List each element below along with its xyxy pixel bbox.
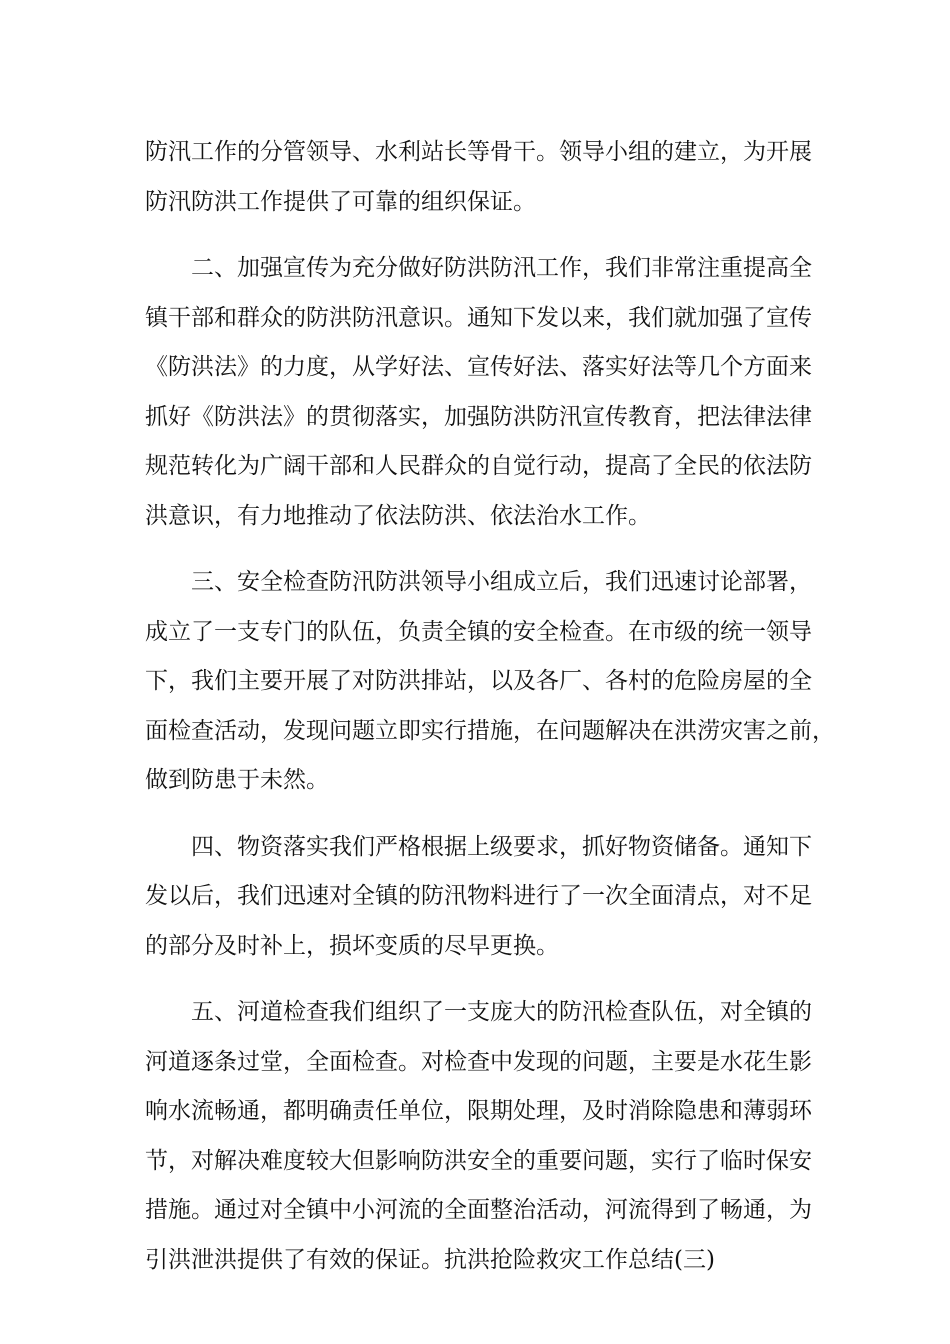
text-line: 做到防患于未然。 — [145, 767, 329, 793]
text-line: 防汛防洪工作提供了可靠的组织保证。 — [145, 188, 536, 215]
text-line: 响水流畅通，都明确责任单位，限期处理，及时消除隐患和薄弱环 — [145, 1098, 812, 1124]
text-line: 河道逐条过堂，全面检查。对检查中发现的问题，主要是水花生影 — [145, 1048, 812, 1075]
document-body — [145, 128, 835, 1285]
text-line: 引洪泄洪提供了有效的保证。抗洪抢险救灾工作总结(三) — [145, 1246, 715, 1273]
text-line: 节，对解决难度较大但影响防洪安全的重要问题，实行了临时保安 — [145, 1147, 812, 1174]
text-line: 四、物资落实我们严格根据上级要求，抓好物资储备。通知下 — [191, 833, 812, 860]
paragraph-2 — [145, 244, 817, 541]
paragraph-4 — [145, 823, 817, 972]
text-line: 下，我们主要开展了对防洪排站，以及各厂、各村的危险房屋的全 — [145, 668, 812, 694]
text-line: 镇干部和群众的防洪防汛意识。通知下发以来，我们就加强了宣传 — [145, 304, 812, 331]
text-line: 发以后，我们迅速对全镇的防汛物料进行了一次全面清点，对不足 — [145, 883, 812, 909]
paragraph-5 — [145, 988, 817, 1285]
paragraph-3 — [145, 558, 835, 806]
text-line: 的部分及时补上，损坏变质的尽早更换。 — [145, 932, 559, 959]
text-line: 措施。通过对全镇中小河流的全面整治活动，河流得到了畅通，为 — [145, 1197, 812, 1223]
text-line: 五、河道检查我们组织了一支庞大的防汛检查队伍，对全镇的 — [191, 999, 812, 1025]
paragraph-1 — [145, 128, 817, 227]
text-line: 成立了一支专门的队伍，负责全镇的安全检查。在市级的统一领导 — [145, 618, 812, 645]
text-line: 三、安全检查防汛防洪领导小组成立后，我们迅速讨论部署， — [191, 569, 812, 595]
text-line: 二、加强宣传为充分做好防洪防汛工作，我们非常注重提高全 — [191, 255, 812, 281]
text-line: 防汛工作的分管领导、水利站长等骨干。领导小组的建立，为开展 — [145, 139, 812, 165]
text-line: 面检查活动，发现问题立即实行措施，在问题解决在洪涝灾害之前， — [145, 717, 835, 744]
text-line: 抓好《防洪法》的贯彻落实，加强防洪防汛宣传教育，把法律法律 — [145, 403, 812, 430]
text-line: 《防洪法》的力度，从学好法、宣传好法、落实好法等几个方面来 — [145, 354, 812, 380]
text-line: 洪意识，有力地推动了依法防洪、依法治水工作。 — [145, 502, 651, 529]
text-line: 规范转化为广阔干部和人民群众的自觉行动，提高了全民的依法防 — [145, 453, 812, 479]
